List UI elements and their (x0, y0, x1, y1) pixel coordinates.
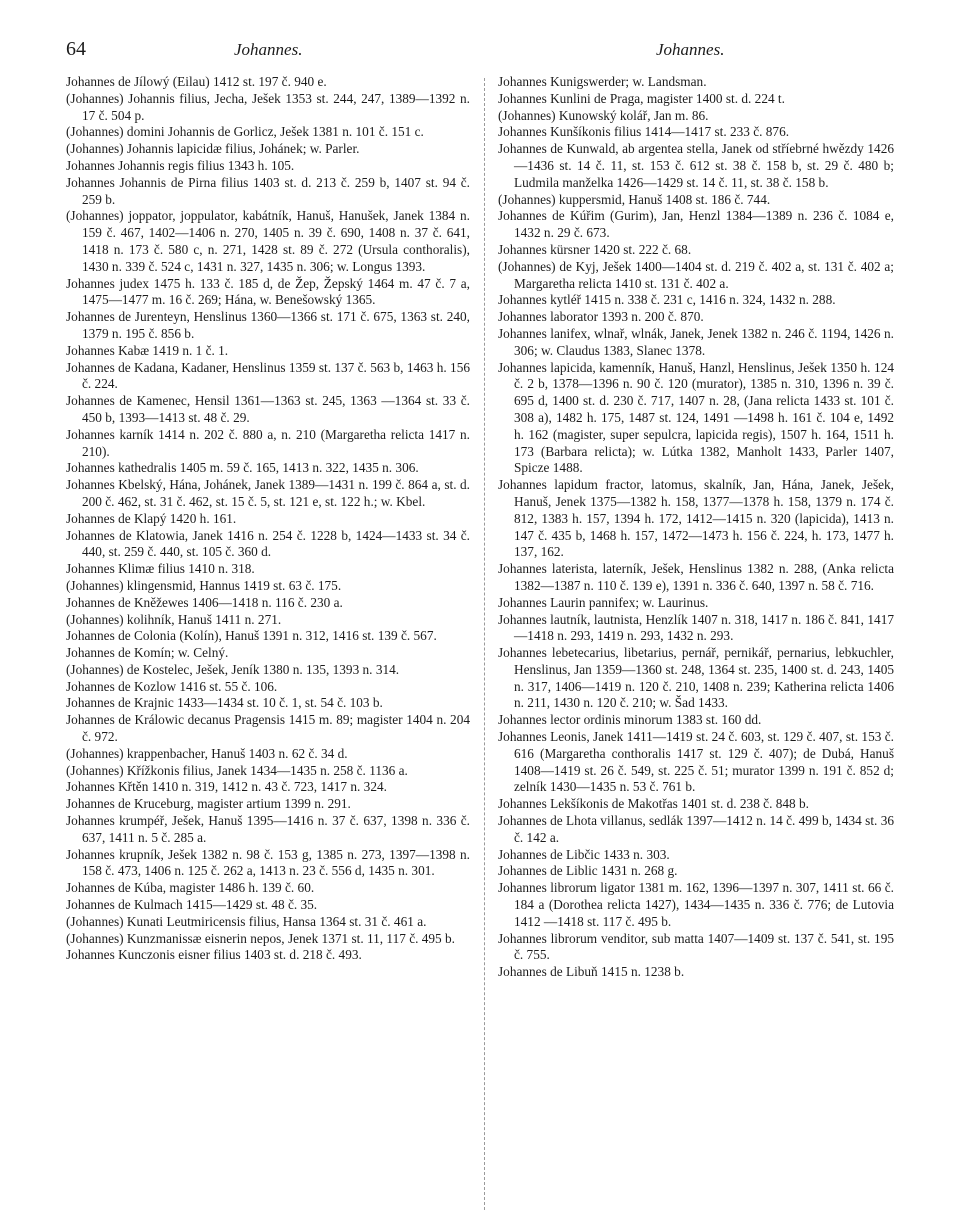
index-entry: Johannes Leonis, Janek 1411—1419 st. 24 č. 603, st. 129 č. 407, st. 153 č. 616 (Margaretha conthoralis 1417 st. 129 č. 407); de Dubá, Hanuš 1408—1419 st. 26 č. 549, st. 225 č. 51; murator 1399 n. 191 č. 852 d; zelník 1430—1435 n. 53 č. 761 b. (498, 729, 894, 795)
index-entry: (Johannes) Kunowský kolář, Jan m. 86. (498, 107, 709, 123)
index-entry: Johannes kathedralis 1405 m. 59 č. 165, 1413 n. 322, 1435 n. 306. (66, 460, 419, 476)
index-entry: Johannes de Jurenteyn, Henslinus 1360—1366 st. 171 č. 675, 1363 st. 240, 1379 n. 195 č. 856 b. (66, 309, 470, 341)
page-number: 64 (66, 38, 86, 60)
index-entry: Johannes Kbelský, Hána, Johánek, Janek 1389—1431 n. 199 č. 864 a, st. d. 200 č. 462, st. 31 č. 462, st. 15 č. 5, st. 121 e, st. 122 h.; w. Kbel. (66, 477, 470, 509)
index-entry: Johannes de Libuň 1415 n. 1238 b. (498, 964, 685, 980)
index-entry: Johannes librorum venditor, sub matta 1407—1409 st. 137 č. 541, st. 195 č. 755. (498, 930, 894, 963)
index-entry: (Johannes) kuppersmid, Hanuš 1408 st. 186 č. 744. (498, 191, 771, 207)
index-entry: Johannes de Králowic decanus Pragensis 1415 m. 89; magister 1404 n. 204 č. 972. (66, 712, 470, 745)
running-head-right: Johannes. (656, 40, 725, 59)
index-entry: Johannes lebetecarius, libetarius, pernář, pernikář, pernarius, lebkuchler, Henslinus, Jan 1359—1360 st. 248, 1364 st. 235, 1400 st. d. 243, 1405 n. 317, 1406—1419 n. 120 č. 210, 1408 n. 239; Katherina relicta 1406 n. 211, 1430 n. 120 č. 210; w. Šad 1433. (498, 645, 894, 711)
index-entry: Johannes de Klatowia, Janek 1416 n. 254 č. 1228 b, 1424—1433 st. 34 č. 440, st. 259 č. 440, st. 105 č. 360 d. (66, 527, 470, 560)
index-entry: (Johannes) Křížkonis filius, Janek 1434—1435 n. 258 č. 1136 a. (66, 762, 408, 778)
index-entry: Johannes Lekšíkonis de Makotřas 1401 st. d. 238 č. 848 b. (498, 796, 809, 812)
index-entry: (Johannes) krappenbacher, Hanuš 1403 n. 62 č. 34 d. (66, 745, 348, 761)
index-entry: Johannes Kunczonis eisner filius 1403 st. d. 218 č. 493. (66, 947, 362, 963)
index-entry: Johannes de Jílowý (Eilau) 1412 st. 197 č. 940 e. (66, 74, 327, 89)
index-entry: Johannes de Kozlow 1416 st. 55 č. 106. (66, 678, 278, 694)
index-entry: Johannes Johannis de Pirna filius 1403 st. d. 213 č. 259 b, 1407 st. 94 č. 259 b. (66, 174, 470, 207)
index-entry: (Johannes) klingensmid, Hannus 1419 st. 63 č. 175. (66, 577, 342, 593)
index-entry: Johannes de Kúba, magister 1486 h. 139 č. 60. (66, 880, 315, 896)
index-entry: (Johannes) Johannis filius, Jecha, Ješek 1353 st. 244, 247, 1389—1392 n. 17 č. 504 p. (66, 90, 470, 123)
index-entry: Johannes Kunigswerder; w. Landsman. (498, 74, 707, 89)
index-entry: (Johannes) Johannis lapicidæ filius, Johánek; w. Parler. (66, 141, 360, 157)
index-entry: Johannes krupník, Ješek 1382 n. 98 č. 153 g, 1385 n. 273, 1397—1398 n. 158 č. 473, 1406 n. 125 č. 262 a, 1413 n. 23 č. 556 d, 1435 n. 301. (66, 846, 470, 879)
index-entry: Johannes karník 1414 n. 202 č. 880 a, n. 210 (Margaretha relicta 1417 n. 210). (66, 426, 470, 459)
index-entry: Johannes Klimæ filius 1410 n. 318. (66, 561, 255, 577)
index-entry: Johannes Kunšíkonis filius 1414—1417 st. 233 č. 876. (498, 124, 790, 140)
index-entry: Johannes lapidum fractor, latomus, skalník, Jan, Hána, Janek, Ješek, Hanuš, Jenek 1375—1382 h. 158, 1377—1378 h. 158, 1379 n. 174 č. 812, 1383 h. 157, 1394 h. 172, 1412—1415 n. 320 (lapicida), 1413 n. 147 č. 435 b, 1468 h. 157, 1472—1473 h. 156 č. 224, h. 173, 1477 h. 137, 162. (498, 477, 894, 560)
index-entry: Johannes kytléř 1415 n. 338 č. 231 c, 1416 n. 324, 1432 n. 288. (498, 292, 836, 308)
index-entry: (Johannes) de Kostelec, Ješek, Jeník 1380 n. 135, 1393 n. 314. (66, 661, 400, 677)
running-head-left: Johannes. (234, 40, 303, 59)
index-entry: Johannes kürsner 1420 st. 222 č. 68. (498, 241, 692, 257)
left-column (66, 74, 470, 964)
index-entry: (Johannes) Kunzmanissæ eisnerin nepos, Jenek 1371 st. 11, 117 č. 495 b. (66, 930, 455, 946)
index-entry: Johannes de Colonia (Kolín), Hanuš 1391 n. 312, 1416 st. 139 č. 567. (66, 628, 437, 644)
index-entry: Johannes de Komín; w. Celný. (66, 645, 229, 661)
index-entry: Johannes Johannis regis filius 1343 h. 105. (66, 157, 295, 173)
index-entry: Johannes de Lhota villanus, sedlák 1397—1412 n. 14 č. 499 b, 1434 st. 36 č. 142 a. (498, 813, 894, 845)
index-entry: (Johannes) Kunati Leutmiricensis filius, Hansa 1364 st. 31 č. 461 a. (66, 913, 427, 929)
right-column (498, 74, 894, 981)
index-entry: (Johannes) joppator, joppulator, kabátník, Hanuš, Hanušek, Janek 1384 n. 159 č. 467, 1402—1406 n. 270, 1405 n. 39 č. 690, 1408 n. 37 č. 641, 1418 n. 173 č. 580 c, n. 271, 1428 st. 89 č. 272 (Ursula conthoralis), 1430 n. 339 č. 524 c, 1431 n. 327, 1435 n. 306; w. Longus 1393. (66, 208, 470, 274)
index-entry: Johannes lapicida, kamenník, Hanuš, Hanzl, Henslinus, Ješek 1350 h. 124 č. 2 b, 1378—1396 n. 90 č. 120 (murator), 1385 n. 310, 1396 n. 39 č. 695 d, 1400 st. d. 230 č. 717, 1407 n. 28, (Jana relicta 1433 st. 101 č. 308 a), 1482 h. 175, 1487 st. 124, 1491 —1498 h. 161 č. 104 e, 1492 h. 162 (magister, super sepulcra, lapicida regis), 1507 h. 164, 1511 h. 173 (Barbara relicta); w. Lútka 1382, Manholt 1433, Parler 1407, Spicze 1488. (498, 359, 894, 476)
index-entry: Johannes krumpéř, Ješek, Hanuš 1395—1416 n. 37 č. 637, 1398 n. 336 č. 637, 1411 n. 5 č. 285 a. (66, 813, 470, 845)
index-entry: Johannes laborator 1393 n. 200 č. 870. (498, 309, 704, 325)
page-header (66, 38, 894, 68)
index-entry: Johannes de Libčic 1433 n. 303. (498, 846, 670, 862)
index-entry: (Johannes) de Kyj, Ješek 1400—1404 st. d. 219 č. 402 a, st. 131 č. 402 a; Margaretha relicta 1410 st. 131 č. 402 a. (498, 258, 894, 291)
index-entry: Johannes de Kúřim (Gurim), Jan, Henzl 1384—1389 n. 236 č. 1084 e, 1432 n. 29 č. 673. (498, 208, 894, 241)
index-entry: Johannes de Klapý 1420 h. 161. (66, 510, 237, 526)
index-entry: (Johannes) kolihník, Hanuš 1411 n. 271. (66, 611, 282, 627)
index-entry: Johannes de Kamenec, Hensil 1361—1363 st. 245, 1363 —1364 st. 33 č. 450 b, 1393—1413 st. 48 č. 29. (66, 393, 470, 425)
index-entry: Johannes de Liblic 1431 n. 268 g. (498, 863, 678, 879)
index-entry: Johannes Kunlini de Praga, magister 1400 st. d. 224 t. (498, 90, 785, 106)
index-entry: Johannes Kabæ 1419 n. 1 č. 1. (66, 342, 229, 358)
index-entry: Johannes de Kruceburg, magister artium 1399 n. 291. (66, 796, 351, 812)
index-entry: Johannes laterista, laterník, Ješek, Henslinus 1382 n. 288, (Anka relicta 1382—1387 n. 110 č. 139 e), 1391 n. 336 č. 640, 1397 n. 58 č. 716. (498, 561, 894, 593)
index-entry: Johannes de Kulmach 1415—1429 st. 48 č. 35. (66, 897, 318, 913)
index-entry: Johannes lanifex, wlnař, wlnák, Janek, Jenek 1382 n. 246 č. 1194, 1426 n. 306; w. Claudus 1383, Slanec 1378. (498, 325, 894, 358)
index-entry: Johannes de Krajnic 1433—1434 st. 10 č. 1, st. 54 č. 103 b. (66, 695, 383, 711)
index-entry: Johannes lautník, lautnista, Henzlík 1407 n. 318, 1417 n. 186 č. 841, 1417—1418 n. 293, 1419 n. 293, 1432 n. 293. (498, 611, 894, 644)
index-entry: Johannes judex 1475 h. 133 č. 185 d, de Žep, Žepský 1464 m. 47 č. 7 a, 1475—1477 m. 16 č. 269; Hána, w. Benešowský 1365. (66, 275, 470, 308)
index-entry: Johannes de Kadana, Kadaner, Henslinus 1359 st. 137 č. 563 b, 1463 h. 156 č. 224. (66, 359, 470, 392)
index-entry: Johannes librorum ligator 1381 m. 162, 1396—1397 n. 307, 1411 st. 66 č. 184 a (Dorothea relicta 1427), 1434—1435 n. 336 č. 776; de Lutovia 1412 —1418 st. 117 č. 495 b. (498, 880, 894, 929)
index-entry: Johannes de Kunwald, ab argentea stella, Janek od stříebrné hwězdy 1426—1436 st. 14 č. 11, st. 153 č. 612 st. 38 č. 158 b, st. 29 č. 480 b; Ludmila manželka 1426—1429 st. 14 č. 11, st. 38 č. 158 b. (498, 141, 894, 190)
index-entry: Johannes Laurin pannifex; w. Laurinus. (498, 594, 709, 610)
column-divider (484, 78, 485, 1210)
index-entry: Johannes Křtěn 1410 n. 319, 1412 n. 43 č. 723, 1417 n. 324. (66, 779, 387, 795)
index-entry: Johannes lector ordinis minorum 1383 st. 160 dd. (498, 712, 762, 728)
index-entry: Johannes de Kněžewes 1406—1418 n. 116 č. 230 a. (66, 594, 343, 610)
index-entry: (Johannes) domini Johannis de Gorlicz, Ješek 1381 n. 101 č. 151 c. (66, 124, 424, 140)
